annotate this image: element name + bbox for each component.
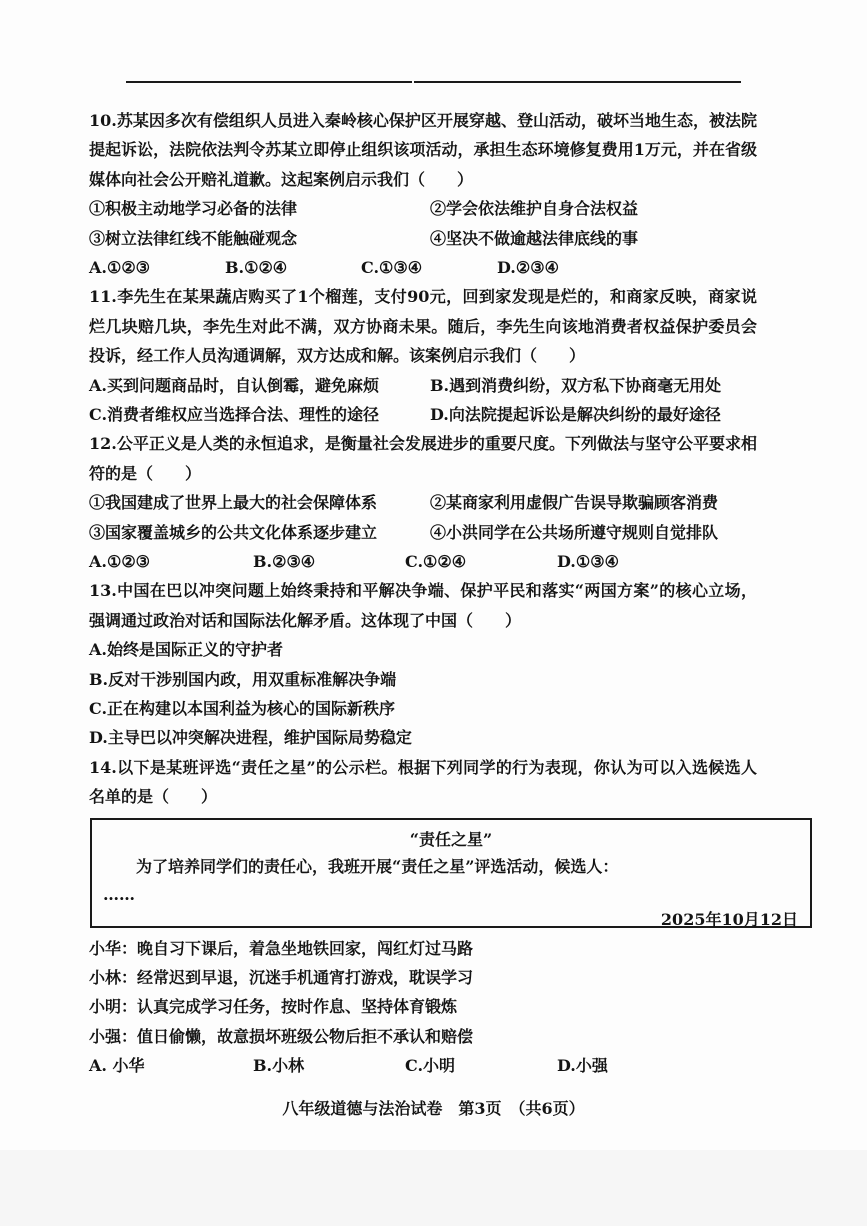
option: C.消费者维权应当选择合法、理性的途径	[89, 405, 380, 424]
option: B.②③④	[253, 551, 316, 571]
question-10-options	[89, 253, 757, 282]
student-entry: 小林：经常迟到早退，沉迷手机通宵打游戏，耽误学习	[89, 967, 474, 987]
statement: ④小洪同学在公共场所遵守规则自觉排队	[430, 522, 719, 542]
top-rule-left	[126, 81, 412, 83]
option: C.小明	[405, 1056, 456, 1076]
option: D.②③④	[497, 258, 559, 277]
option: C.①②④	[405, 551, 467, 571]
question-13-text: 13.中国在巴以冲突问题上始终秉持和平解决争端、保护平民和落实“两国方案”的核心立场，强调通过政治对话和国际法化解矛盾。这体现了中国（ ）	[89, 581, 757, 630]
option: A.①②③	[89, 258, 151, 277]
question-14-text: 14.以下是某班评选“责任之星”的公示栏。根据下列同学的行为表现，你认为可以入选候选人名单的是（ ）	[89, 757, 757, 807]
question-10-text: 10.苏某因多次有偿组织人员进入秦岭核心保护区开展穿越、登山活动，破坏当地生态，被法院提起诉讼，法院依法判令苏某立即停止组织该项活动，承担生态环境修复费用1万元，并在省级媒体向社会公开赔礼道歉。这起案例启示我们（ ）	[89, 111, 757, 189]
notice-date: 2025年10月12日	[660, 909, 798, 929]
question-12-options	[89, 547, 757, 576]
question-12-statements	[89, 488, 757, 547]
statement: ④坚决不做逾越法律底线的事	[430, 228, 639, 248]
page-footer: 八年级道德与法治试卷 第3页 （共6页）	[282, 1099, 585, 1118]
option: D.主导巴以冲突解决进程，维护国际局势稳定	[89, 728, 412, 748]
student-entry: 小明：认真完成学习任务，按时作息、坚持体育锻炼	[89, 997, 458, 1017]
option: A. 小华	[89, 1056, 145, 1076]
option: B.遇到消费纠纷，双方私下协商毫无用处	[430, 375, 722, 395]
option: C.正在构建以本国利益为核心的国际新秩序	[89, 698, 396, 718]
question-12-text: 12.公平正义是人类的永恒追求，是衡量社会发展进步的重要尺度。下列做法与坚守公平要求相符的是（ ）	[89, 434, 757, 483]
option: D.①③④	[557, 551, 619, 571]
statement: ②学会依法维护自身合法权益	[430, 199, 639, 219]
notice-ellipsis: ……	[103, 884, 135, 904]
option: D.小强	[557, 1056, 608, 1076]
question-14-options	[89, 1051, 757, 1080]
option: A.①②③	[89, 551, 151, 571]
questions	[89, 106, 798, 1081]
student-entry: 小华：晚自习下课后，着急坐地铁回家，闯红灯过马路	[89, 938, 474, 958]
option: B.反对干涉别国内政，用双重标准解决争端	[89, 669, 397, 689]
option: A.买到问题商品时，自认倒霉，避免麻烦	[89, 375, 379, 395]
option: A.始终是国际正义的守护者	[89, 640, 283, 660]
statement: ①我国建成了世界上最大的社会保障体系	[89, 493, 378, 513]
option: D.向法院提起诉讼是解决纠纷的最好途径	[430, 405, 721, 424]
question-11-options	[89, 371, 757, 430]
option: B.小林	[253, 1056, 305, 1076]
option: C.①③④	[361, 258, 423, 277]
student-entry: 小强：值日偷懒，故意损坏班级公物后拒不承认和赔偿	[89, 1026, 474, 1046]
statement: ③国家覆盖城乡的公共文化体系逐步建立	[89, 522, 378, 542]
notice-title: “责任之星”	[409, 829, 493, 849]
option: B.①②④	[225, 258, 288, 277]
notice-board	[90, 818, 812, 928]
question-11-text: 11.李先生在某果蔬店购买了1个榴莲，支付90元，回到家发现是烂的，和商家反映，商家说烂几块赔几块，李先生对此不满，双方协商未果。随后，李先生向该地消费者权益保护委员会投诉，经工作人员沟通调解，双方达成和解。该案例启示我们（ ）	[89, 287, 757, 366]
notice-body: 为了培养同学们的责任心，我班开展“责任之星”评选活动，候选人：	[136, 856, 619, 876]
statement: ②某商家利用虚假广告误导欺骗顾客消费	[430, 493, 719, 513]
question-10-statements	[89, 194, 757, 253]
scan-margin	[0, 1150, 867, 1226]
statement: ③树立法律红线不能触碰观念	[89, 228, 298, 248]
top-rule-right	[414, 81, 741, 83]
statement: ①积极主动地学习必备的法律	[89, 199, 298, 219]
